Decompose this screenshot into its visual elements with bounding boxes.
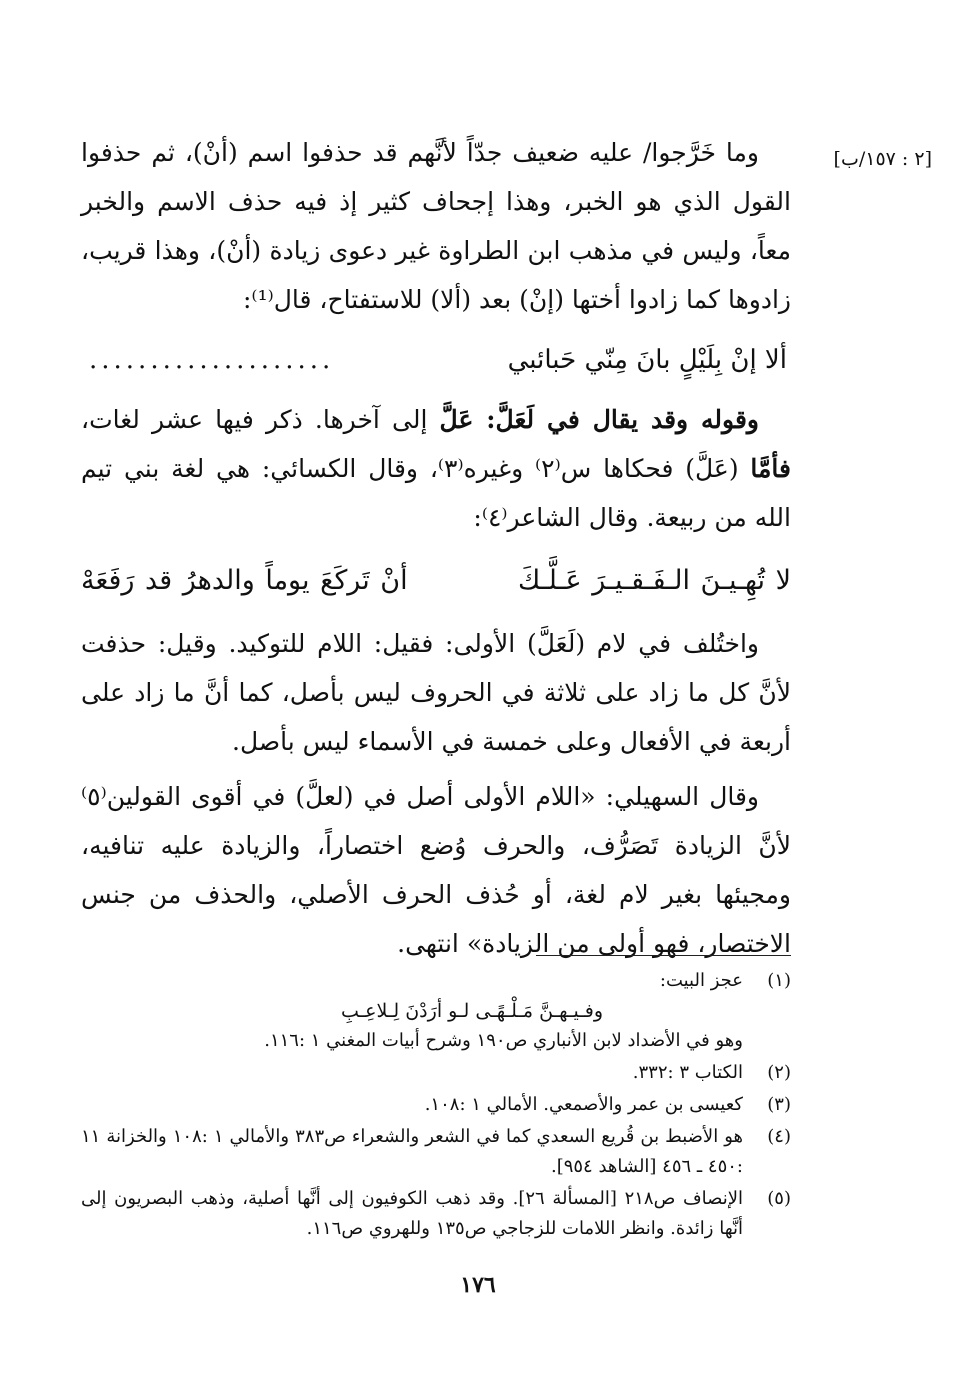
paragraph-2-emphasis: فأمَّا (750, 454, 791, 483)
verse-1-hemistich-2: .................... (89, 345, 335, 375)
main-text-body (81, 128, 791, 968)
paragraph-2-heading: وقوله وقد يقال في لَعَلَّ: عَلَّ (439, 405, 759, 434)
footnote-number: (٥) (767, 1188, 791, 1209)
verse-2 (81, 556, 791, 605)
paragraph-4: وقال السهيلي: «اللام الأولى أصل في (لعلَّ) في أقوى القولين⁽٥⁾ لأنَّ الزيادة تَصَرُّف، والحرف وُضع اختصاراً، والزيادة عليه تنافيه، ومجيئها بغير لام لغة، أو حُذف الحرف الأصلي، والحذف من جنس الاختصار، فهو أولى من الزيادة» انتهى. (81, 782, 791, 958)
verse-1-hemistich-1: ألا إنْ بِلَيْلٍ بانَ مِنّي حَبائبي (507, 345, 787, 375)
footnote-source: وهو في الأضداد لابن الأنباري ص١٩٠ وشرح أبيات المغني ١ :١١٦. (264, 1030, 743, 1051)
footnote-4 (81, 1122, 791, 1182)
footnote-1 (81, 966, 791, 1056)
paragraph-2 (81, 395, 791, 542)
footnote-text: كعيسى بن عمر والأصمعي. الأمالي ١ :١٠٨. (424, 1094, 743, 1115)
footnote-separator (536, 955, 791, 956)
footnotes-section (81, 966, 791, 1246)
paragraph-1: وما خَرَّجوا/ عليه ضعيف جدّاً لأنَّهم قد حذفوا اسم (أنْ)، ثم حذفوا القول الذي هو الخبر، وهذا إجحاف كثير إذ فيه حذف الاسم والخبر معاً، وليس في مذهب ابن الطراوة غير دعوى زيادة (أنْ)، وهذا قريب، زادوها كما زادوا أختها (إنْ) بعد (ألا) للاستفتاح، قال⁽¹⁾: (81, 138, 791, 314)
footnote-text: الإنصاف ص٢١٨ [المسألة ٢٦]. وقد ذهب الكوفيون إلى أنَّها أصلية، وذهب البصريون إلى أنَّها زائدة. وانظر اللامات للزجاجي ص١٣٥ وللهروي ص١١٦. (81, 1188, 743, 1239)
verse-2-hemistich-2: أنْ تَركَعَ يوماً والدهرُ قد رَفَعَهْ (81, 565, 408, 596)
footnote-verse: وفـيـهـنَّ مَـلْـهًـى لـو أرَدْنَ لِـلاعِـبِ (340, 1000, 604, 1022)
footnote-text: هو الأضبط بن قُريع السعدي كما في الشعر والشعراء ص٣٨٣ والأمالي ١ :١٠٨ والخزانة ١١ :٤٥٠ ـ ٤٥٦ [الشاهد ٩٥٤]. (81, 1126, 743, 1177)
footnote-2 (81, 1058, 791, 1088)
footnote-number: (٤) (767, 1126, 791, 1147)
footnote-5 (81, 1184, 791, 1244)
paragraph-2-text-b: (عَلَّ) فحكاها س⁽٢⁾ وغيره⁽٣⁾، وقال الكسائي: هي لغة بني تيم الله من ربيعة. وقال الشاعر⁽٤⁾: (81, 454, 791, 532)
verse-1 (81, 336, 791, 385)
verse-2-hemistich-1: لا تُهِـيـنَ الـفَـقـيـرَ عَـلَّـكَ (518, 565, 791, 596)
footnote-text: الكتاب ٣ :٣٣٢. (632, 1062, 743, 1083)
footnote-number: (١) (767, 970, 791, 991)
manuscript-folio-reference: [٢ : ١٥٧/ب] (833, 148, 932, 170)
footnote-number: (٢) (767, 1062, 791, 1083)
paragraph-3: واختُلف في لام (لَعَلَّ) الأولى: فقيل: اللام للتوكيد. وقيل: حذفت لأنَّ كل ما زاد على ثلاثة في الحروف ليس بأصل، كما أنَّ ما زاد على أربعة في الأفعال وعلى خمسة في الأسماء ليس بأصل. (81, 629, 791, 756)
footnote-text: عجز البيت: (659, 970, 743, 991)
footnote-3 (81, 1090, 791, 1120)
page-number: ١٧٦ (460, 1272, 496, 1298)
footnote-number: (٣) (767, 1094, 791, 1115)
paragraph-2-text-a: إلى آخرها. ذكر فيها عشر لغات، (81, 405, 440, 434)
